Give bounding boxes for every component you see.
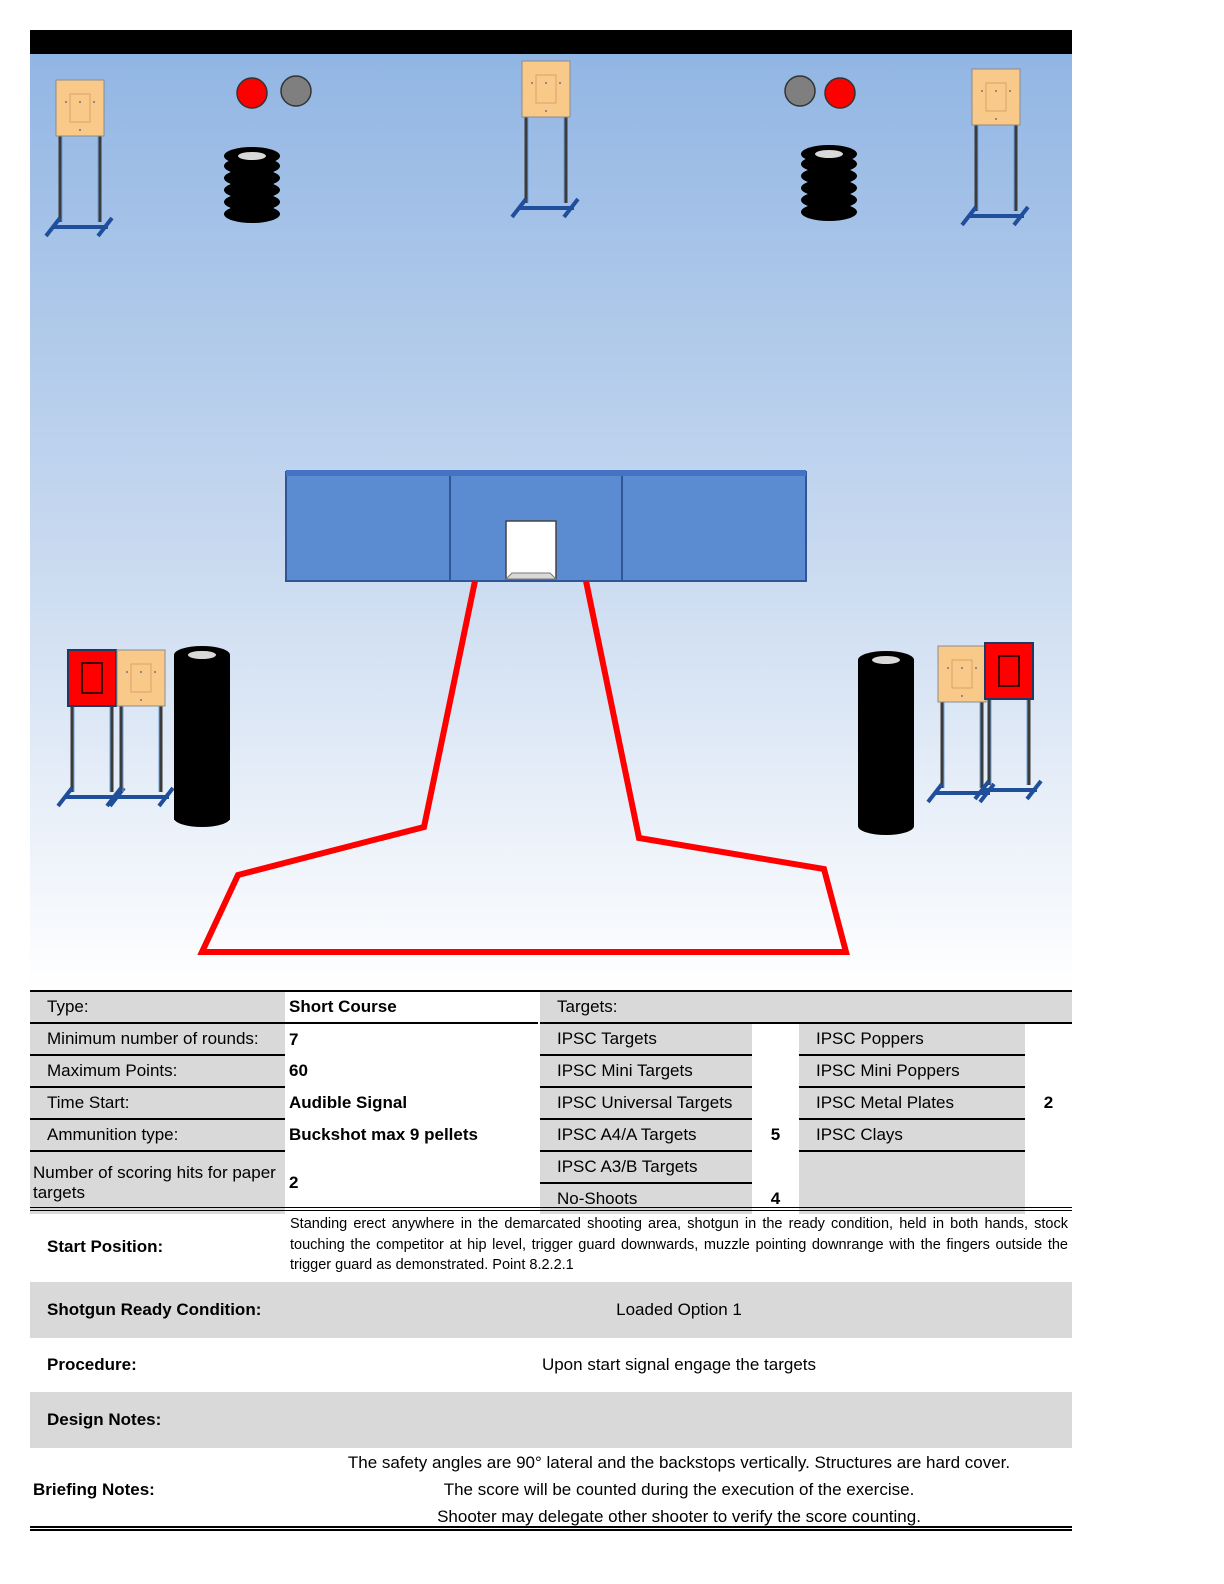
popper-red bbox=[825, 78, 855, 108]
start-position-label: Start Position: bbox=[47, 1236, 164, 1256]
target-type-label: IPSC A3/B Targets bbox=[540, 1151, 752, 1183]
time-start-value: Audible Signal bbox=[289, 1093, 408, 1112]
steel-type-label: IPSC Clays bbox=[799, 1119, 1025, 1151]
steel-count: 2 bbox=[1043, 1093, 1054, 1112]
briefing-notes-label: Briefing Notes: bbox=[33, 1479, 155, 1499]
ready-condition-value: Loaded Option 1 bbox=[616, 1300, 742, 1319]
min-rounds-label: Minimum number of rounds: bbox=[30, 1023, 285, 1055]
target-type-label: IPSC A4/A Targets bbox=[540, 1119, 752, 1151]
tire-stack bbox=[858, 651, 914, 835]
ready-condition-label: Shotgun Ready Condition: bbox=[47, 1300, 262, 1319]
target-count bbox=[752, 1151, 799, 1183]
stage-info-table bbox=[30, 990, 1072, 1214]
stage-diagram bbox=[30, 30, 1072, 990]
procedure-value: Upon start signal engage the targets bbox=[541, 1355, 817, 1374]
header-bar bbox=[30, 30, 1072, 54]
min-rounds-value: 7 bbox=[289, 1029, 299, 1049]
steel-type-label: IPSC Poppers bbox=[799, 1023, 1025, 1055]
design-notes-value bbox=[286, 1392, 1072, 1448]
target-type-label: IPSC Mini Targets bbox=[540, 1055, 752, 1087]
tire-stack bbox=[801, 145, 857, 221]
steel-type-label: IPSC Metal Plates bbox=[799, 1087, 1025, 1119]
target-count bbox=[752, 1055, 799, 1087]
tire-stack bbox=[224, 147, 280, 223]
target-type-label: IPSC Universal Targets bbox=[540, 1087, 752, 1119]
max-points-value: 60 bbox=[289, 1061, 308, 1080]
procedure-label: Procedure: bbox=[47, 1355, 137, 1374]
target-type-label: IPSC Targets bbox=[540, 1023, 752, 1055]
target-count: 5 bbox=[770, 1125, 781, 1144]
popper-grey bbox=[281, 76, 311, 106]
scoring-hits-label: Number of scoring hits for paper targets bbox=[30, 1151, 285, 1214]
bottom-rule bbox=[30, 1526, 1072, 1531]
ammo-value: Buckshot max 9 pellets bbox=[289, 1125, 478, 1144]
type-value: Short Course bbox=[285, 991, 538, 1023]
target-count bbox=[752, 1023, 799, 1055]
max-points-label: Maximum Points: bbox=[30, 1055, 285, 1087]
type-label: Type: bbox=[30, 991, 285, 1023]
briefing-line: Shooter may delegate other shooter to verify the score counting. bbox=[437, 1507, 921, 1526]
scoring-hits-value: 2 bbox=[289, 1172, 299, 1192]
targets-header: Targets: bbox=[540, 991, 1072, 1023]
briefing-notes bbox=[286, 1448, 1072, 1531]
target-count bbox=[752, 1087, 799, 1119]
ammo-label: Ammunition type: bbox=[30, 1119, 285, 1151]
no-shoots-count: 4 bbox=[770, 1188, 781, 1208]
design-notes-label: Design Notes: bbox=[47, 1410, 162, 1429]
time-start-label: Time Start: bbox=[30, 1087, 285, 1119]
stage-notes bbox=[30, 1207, 1072, 1531]
tire-stack bbox=[174, 646, 230, 827]
steel-type-label: IPSC Mini Poppers bbox=[799, 1055, 1025, 1087]
popper-grey bbox=[785, 76, 815, 106]
briefing-line: The safety angles are 90° lateral and the backstops vertically. Structures are hard cover. bbox=[347, 1453, 1011, 1472]
start-position-text: Standing erect anywhere in the demarcated shooting area, shotgun in the ready condition, held in both hands, stock touching the competitor at hip level, trigger guard downwards, muzzle pointing downrange with the fingers outside the trigger guard as demonstrated. Point 8.2.2.1 bbox=[290, 1216, 1068, 1274]
no-shoots-label: No-Shoots bbox=[540, 1183, 752, 1214]
popper-red bbox=[237, 78, 267, 108]
window-port bbox=[506, 521, 556, 579]
briefing-line: The score will be counted during the execution of the exercise. bbox=[443, 1480, 915, 1499]
